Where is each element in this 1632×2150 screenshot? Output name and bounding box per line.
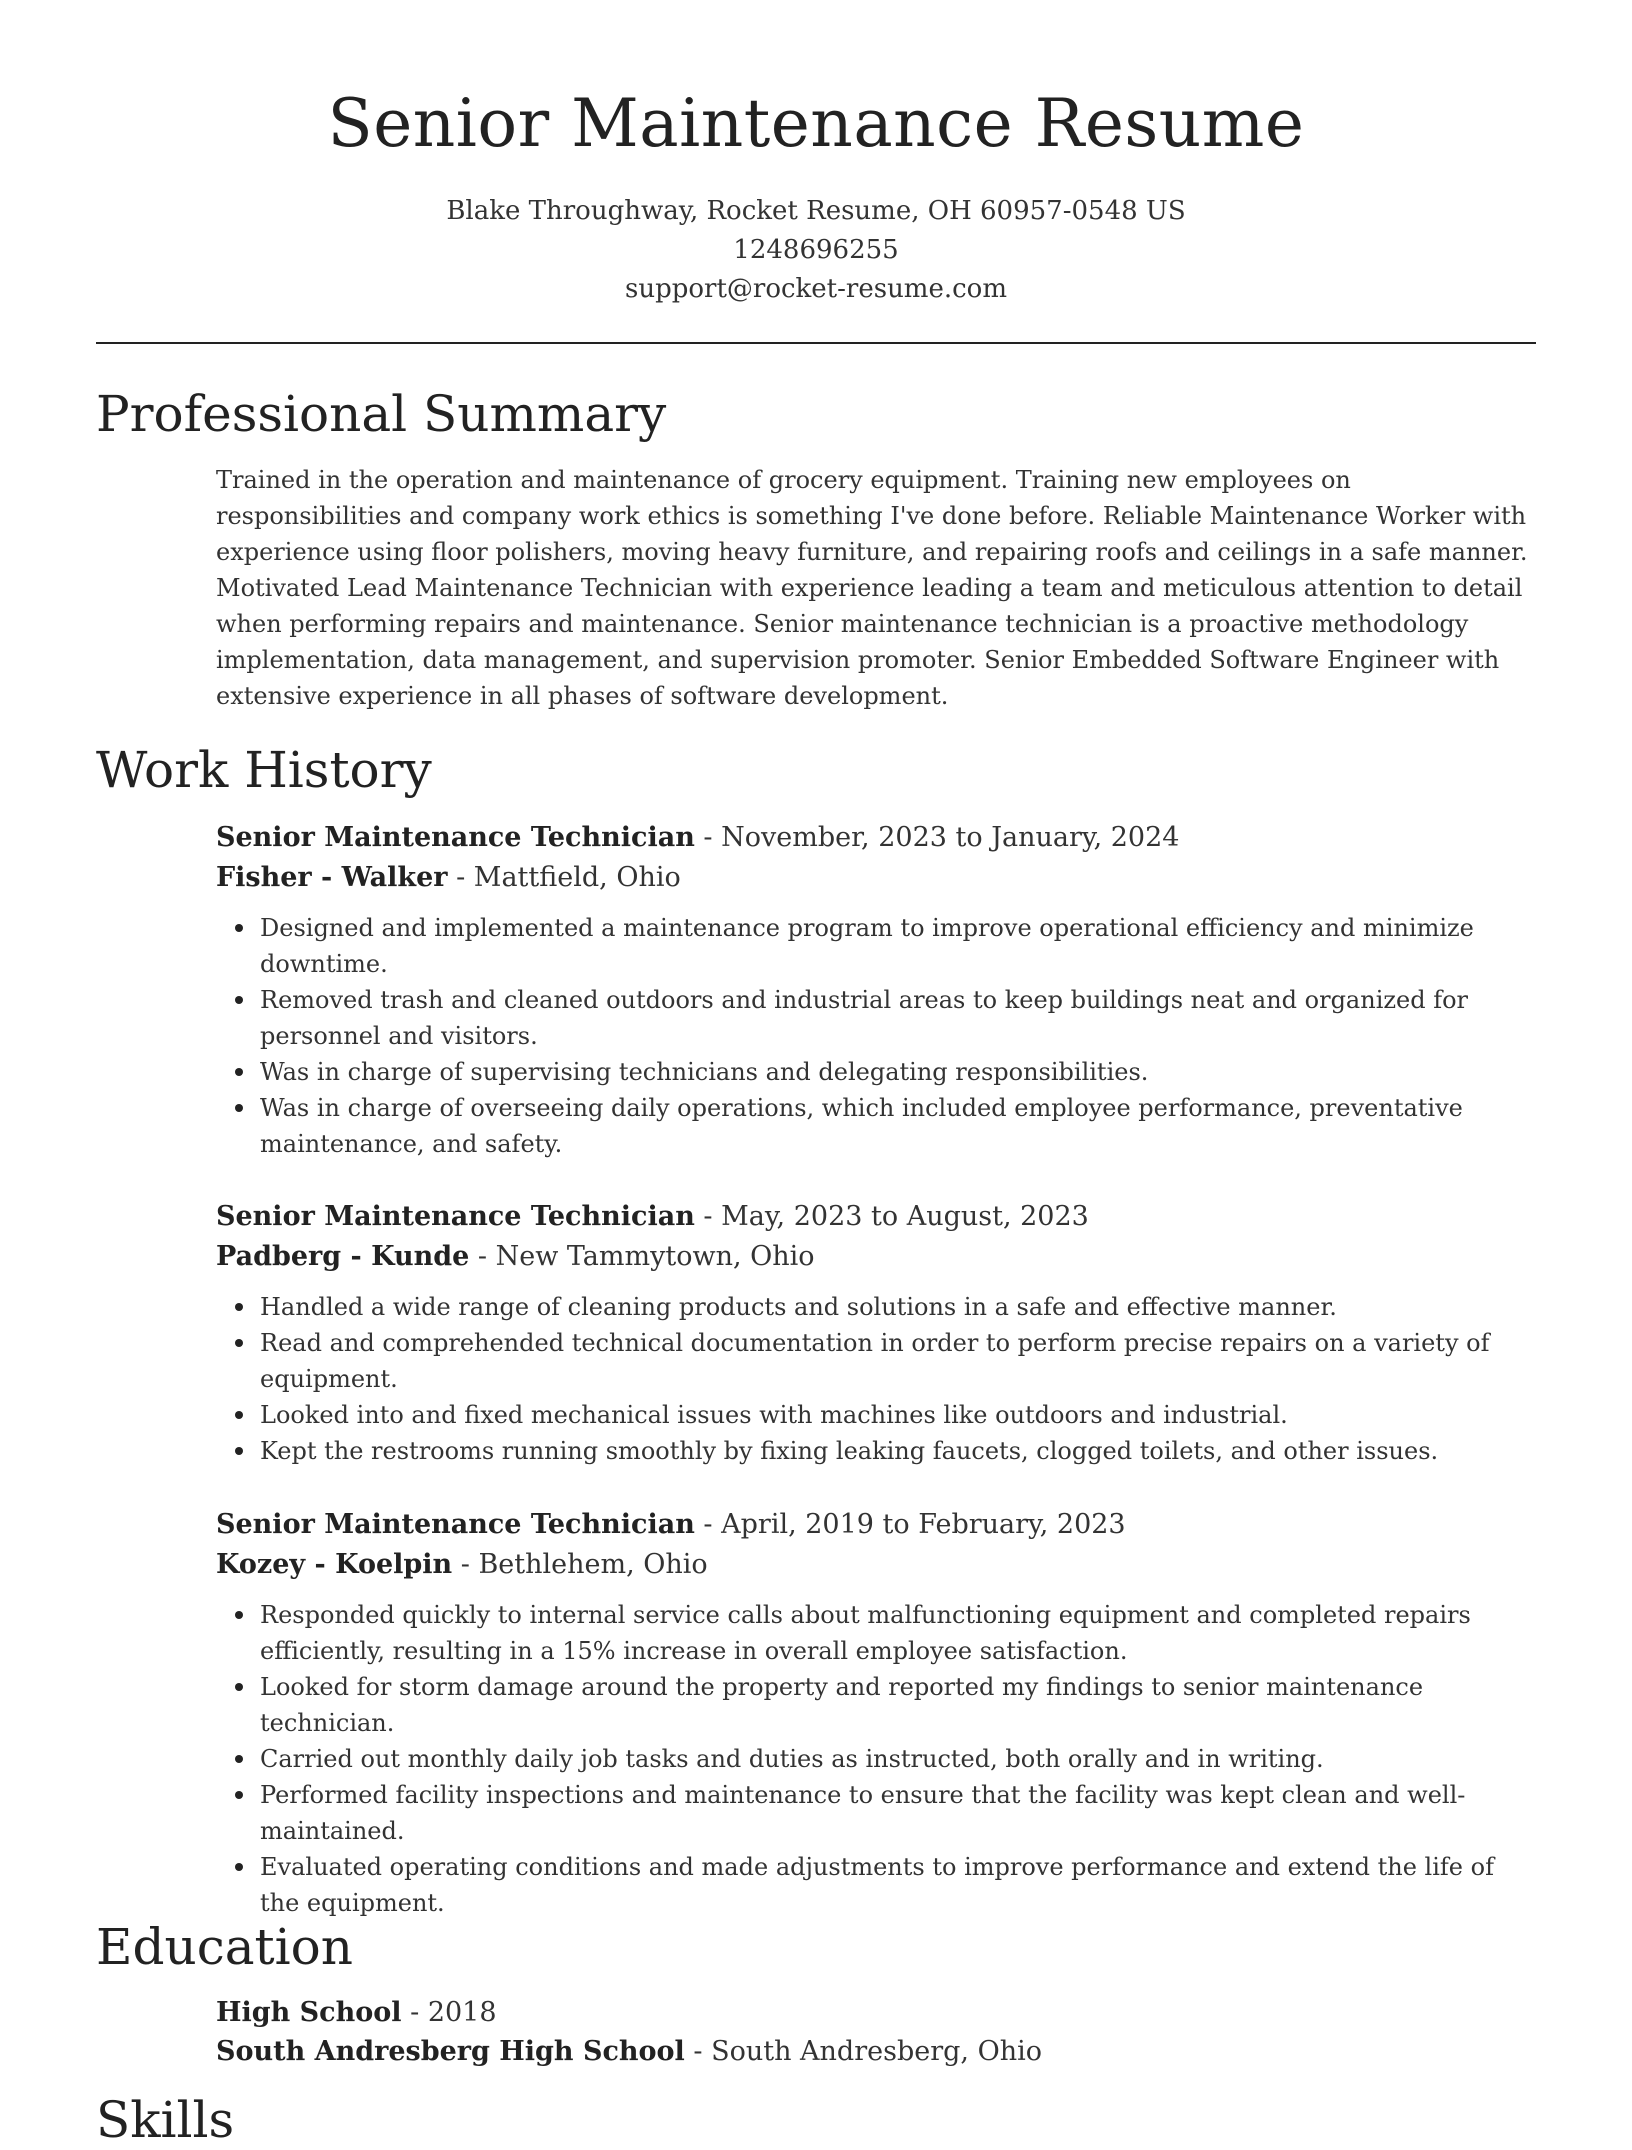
job-title: Senior Maintenance Technician <box>216 1509 695 1540</box>
job-company: Padberg - Kunde <box>216 1241 470 1272</box>
education-heading: Education <box>96 1918 353 1976</box>
job-location: - Bethlehem, Ohio <box>452 1549 708 1580</box>
job-title-line <box>216 818 1538 858</box>
contact-address: Blake Throughway, Rocket Resume, OH 60957-0548 US <box>446 196 1186 226</box>
job-bullet: Designed and implemented a maintenance program to improve operational efficiency and minimize downtime. <box>260 910 1538 982</box>
job-company-line <box>216 1545 1538 1585</box>
job-entry-3 <box>216 1505 1538 1921</box>
job-location: - Mattfield, Ohio <box>447 862 681 893</box>
job-title: Senior Maintenance Technician <box>216 1201 695 1232</box>
contact-email: support@rocket-resume.com <box>624 274 1007 304</box>
contact-phone: 1248696255 <box>733 235 899 265</box>
job-company-line <box>216 1237 1538 1277</box>
work-history-heading: Work History <box>96 741 432 799</box>
job-location: - New Tammytown, Ohio <box>469 1241 815 1272</box>
job-entry-2 <box>216 1197 1538 1469</box>
job-bullet-list <box>216 910 1538 1162</box>
job-bullet: Read and comprehended technical documentation in order to perform precise repairs on a variety of equipment. <box>260 1325 1538 1397</box>
education-degree-line <box>216 1993 1538 2032</box>
job-company: Fisher - Walker <box>216 862 448 893</box>
job-bullet: Was in charge of overseeing daily operations, which included employee performance, preventative maintenance, and safety. <box>260 1090 1538 1162</box>
job-company: Kozey - Koelpin <box>216 1549 453 1580</box>
job-title-line <box>216 1197 1538 1237</box>
job-bullet: Handled a wide range of cleaning products and solutions in a safe and effective manner. <box>260 1289 1538 1325</box>
summary-heading: Professional Summary <box>96 385 667 443</box>
job-bullet: Looked for storm damage around the property and reported my findings to senior maintenance technician. <box>260 1669 1538 1741</box>
job-dates: - May, 2023 to August, 2023 <box>694 1201 1089 1232</box>
job-bullet-list <box>216 1597 1538 1921</box>
summary-text: Trained in the operation and maintenance of grocery equipment. Training new employees on responsibilities and company work ethics is something I've done before. Reliable Maintenance Worker with experience using floor polishers, moving heavy furniture, and repairing roofs and ceilings in a safe manner. Motivated Lead Maintenance Technician with experience leading a team and meticulous attention to detail when performing repairs and maintenance. Senior maintenance technician is a proactive methodology implementation, data management, and supervision promoter. Senior Embedded Software Engineer with extensive experience in all phases of software development. <box>216 466 1528 710</box>
job-entry-1 <box>216 818 1538 1162</box>
job-bullet: Carried out monthly daily job tasks and duties as instructed, both orally and in writing. <box>260 1741 1538 1777</box>
job-bullet: Looked into and fixed mechanical issues with machines like outdoors and industrial. <box>260 1397 1538 1433</box>
job-bullet: Was in charge of supervising technicians and delegating responsibilities. <box>260 1054 1538 1090</box>
job-title-line <box>216 1505 1538 1545</box>
contact-block <box>0 192 1632 309</box>
job-title: Senior Maintenance Technician <box>216 822 695 853</box>
education-entry <box>216 1993 1538 2071</box>
job-bullet: Performed facility inspections and maintenance to ensure that the facility was kept clean and well-maintained. <box>260 1777 1538 1849</box>
job-bullet-list <box>216 1289 1538 1469</box>
job-bullet: Evaluated operating conditions and made adjustments to improve performance and extend the life of the equipment. <box>260 1849 1538 1921</box>
job-dates: - November, 2023 to January, 2024 <box>694 822 1180 853</box>
job-company-line <box>216 858 1538 898</box>
job-dates: - April, 2019 to February, 2023 <box>694 1509 1126 1540</box>
education-school-line <box>216 2032 1538 2071</box>
education-location: - South Andresberg, Ohio <box>684 2036 1042 2067</box>
job-bullet: Responded quickly to internal service calls about malfunctioning equipment and completed repairs efficiently, resulting in a 15% increase in overall employee satisfaction. <box>260 1597 1538 1669</box>
job-bullet: Kept the restrooms running smoothly by fixing leaking faucets, clogged toilets, and other issues. <box>260 1433 1538 1469</box>
skills-heading: Skills <box>96 2091 235 2149</box>
education-year: - 2018 <box>401 1997 497 2028</box>
education-degree: High School <box>216 1997 402 2028</box>
education-school: South Andresberg High School <box>216 2036 685 2067</box>
resume-title: Senior Maintenance Resume <box>327 85 1305 162</box>
job-bullet: Removed trash and cleaned outdoors and industrial areas to keep buildings neat and organized for personnel and visitors. <box>260 982 1538 1054</box>
header-divider <box>96 342 1536 344</box>
